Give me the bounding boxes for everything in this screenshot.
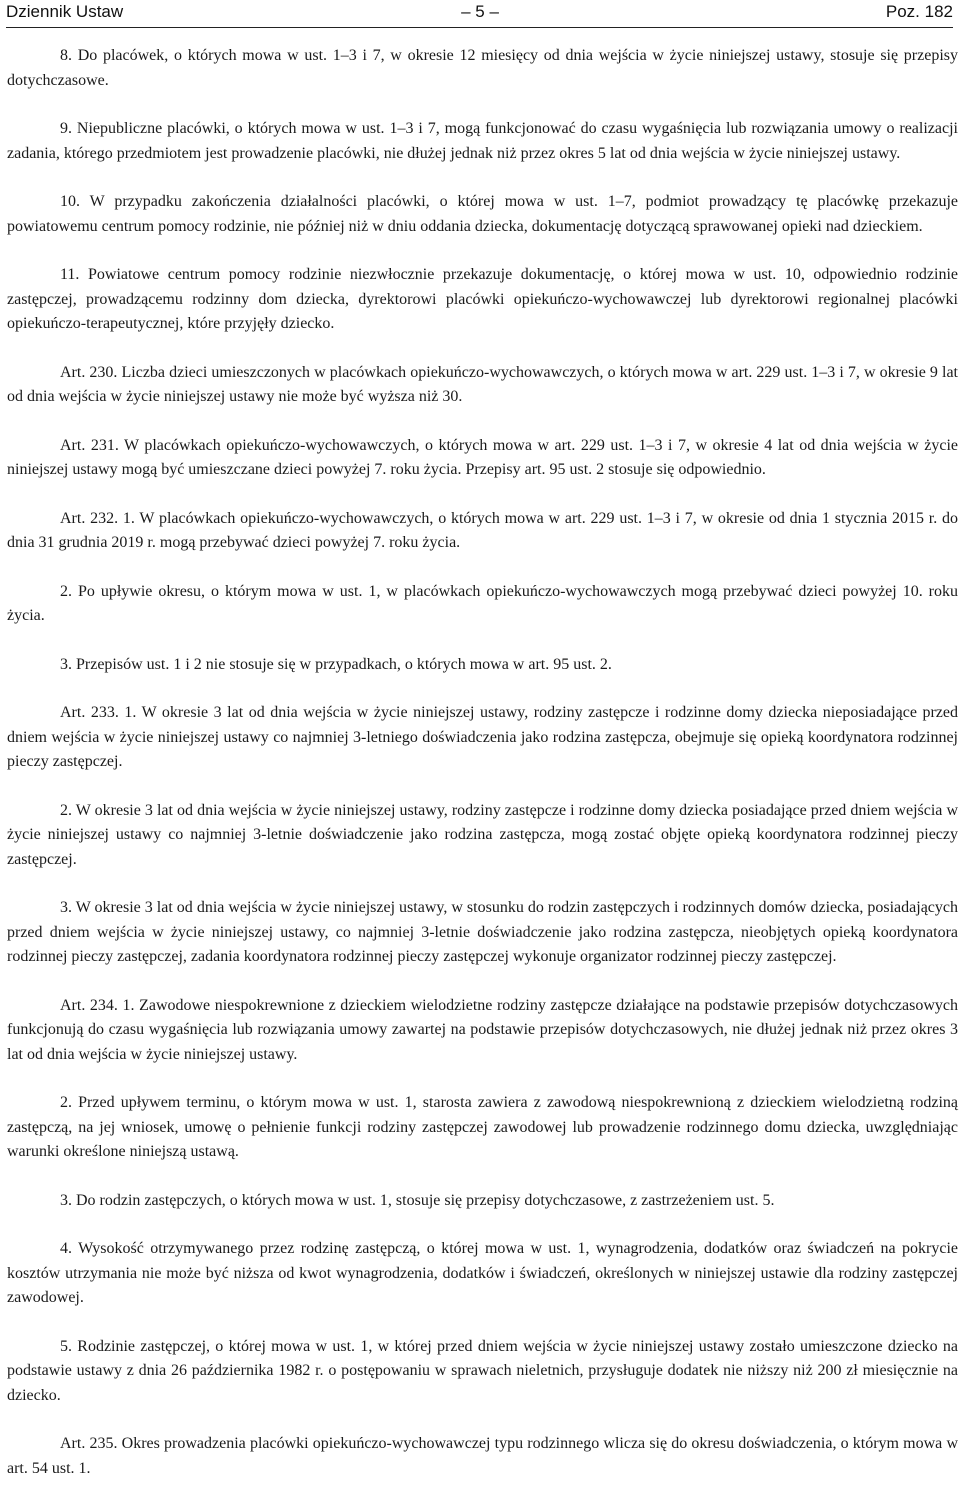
article-232-3: 3. Przepisów ust. 1 i 2 nie stosuje się w przypadkach, o których mowa w art. 95 ust. 2. [60,655,612,673]
article-234-1: Art. 234. 1. Zawodowe niespokrewnione z dzieckiem wielodzietne rodziny zastępcze działające na podstawie przepisów dotychczasowych funkcjonują do czasu wygaśnięcia lub rozwiązania umowy zawartej na podstawie przepisów dotychczasowych, nie dłużej jednak niż przez okres 3 lat od dnia wejścia w życie niniejszej ustawy. [7,996,958,1063]
page-number: – 5 – [461,2,499,21]
article-235: Art. 235. Okres prowadzenia placówki opiekuńczo-wychowawczej typu rodzinnego wlicza się do okresu doświadczenia, o którym mowa w art. 54 ust. 1. [7,1435,958,1477]
article-234-2: 2. Przed upływem terminu, o którym mowa w ust. 1, starosta zawiera z zawodową niespokrewnioną z dzieckiem wielodzietną rodziną zastępczą, na jej wniosek, umowę o pełnienie funkcji rodziny zastępczej zawodowej lub prowadzenie rodzinnego domu dziecka, uwzględniając warunki określone niniejszą ustawą. [7,1094,958,1160]
article-233-1: Art. 233. 1. W okresie 3 lat od dnia wejścia w życie niniejszej ustawy, rodziny zastępcze i rodzinne domy dziecka nieposiadające przed dniem wejścia w życie niniejszej ustawy co najmniej 3-letniego doświadczenia jako rodzina zastępcza, obejmuje się opieką koordynatora rodzinnej pieczy zastępczej. [7,704,958,770]
article-232-2: 2. Po upływie okresu, o którym mowa w ust. 1, w placówkach opiekuńczo-wychowawczych mogą przebywać dzieci powyżej 10. roku życia. [7,582,958,624]
article-234-4: 4. Wysokość otrzymywanego przez rodzinę zastępczą, o której mowa w ust. 1, wynagrodzenia, dodatków oraz świadczeń na pokrycie kosztów utrzymania nie może być niższa od kwot wynagrodzenia, dodatków i świadczeń, określonych w niniejszej ustawie dla rodziny zastępczej zawodowej. [7,1240,958,1306]
article-233-2: 2. W okresie 3 lat od dnia wejścia w życie niniejszej ustawy, rodziny zastępcze i rodzinne domy dziecka posiadające przed dniem wejścia w życie niniejszej ustawy co najmniej 3-letnie doświadczenie jako rodzina zastępcza, mogą zostać objęte opieką koordynatora rodzinnej pieczy zastępczej. [7,801,958,868]
paragraph-228-10: 10. W przypadku zakończenia działalności placówki, o której mowa w ust. 1–7, podmiot prowadzący tę placówkę przekazuje powiatowemu centrum pomocy rodzinie, nie później niż w dniu oddania dziecka, dokumentację dotyczącą sprawowanej opieki nad dzieckiem. [7,193,958,235]
article-233-3: 3. W okresie 3 lat od dnia wejścia w życie niniejszej ustawy, w stosunku do rodzin zastępczych i rodzinnych domów dziecka, posiadających przed dniem wejścia w życie niniejszej ustawy, co najmniej 3-letnie doświadczenie jako rodzina zastępcza, nieobjętych opieką koordynatora rodzinnej pieczy zastępczej, zadania koordynatora rodzinnej pieczy zastępczej wykonuje organizator rodzinnej pieczy zastępczej. [7,899,958,965]
document-body [7,44,958,1505]
paragraph-228-11: 11. Powiatowe centrum pomocy rodzinie niezwłocznie przekazuje dokumentację, o której mowa w ust. 10, odpowiednio rodzinie zastępczej, prowadzącemu rodzinny dom dziecka, dyrektorowi placówki opiekuńczo-wychowawczej lub dyrektorowi regionalnej placówki opiekuńczo-terapeutycznej, które przyjęły dziecko. [7,266,958,332]
journal-title: Dziennik Ustaw [6,2,124,21]
header-rule [6,27,953,28]
position-number: Poz. 182 [885,2,953,21]
page-header [0,0,960,28]
article-231: Art. 231. W placówkach opiekuńczo-wychowawczych, o których mowa w art. 229 ust. 1–3 i 7, w okresie 4 lat od dnia wejścia w życie niniejszej ustawy mogą być umieszczane dzieci powyżej 7. roku życia. Przepisy art. 95 ust. 2 stosuje się odpowiednio. [7,436,958,478]
article-234-5: 5. Rodzinie zastępczej, o której mowa w ust. 1, w której przed dniem wejścia w życie niniejszej ustawy zostało umieszczone dziecko na podstawie ustawy z dnia 26 października 1982 r. o postępowaniu w sprawach nieletnich, przysługuje dodatek nie niższy niż 200 zł miesięcznie na dziecko. [7,1337,958,1404]
paragraph-228-8: 8. Do placówek, o których mowa w ust. 1–3 i 7, w okresie 12 miesięcy od dnia wejścia w życie niniejszej ustawy, stosuje się przepisy dotychczasowe. [7,47,958,89]
paragraph-228-9: 9. Niepubliczne placówki, o których mowa w ust. 1–3 i 7, mogą funkcjonować do czasu wygaśnięcia lub rozwiązania umowy o realizacji zadania, którego przedmiotem jest prowadzenie placówki, nie dłużej jednak niż przez okres 5 lat od dnia wejścia w życie niniejszej ustawy. [7,120,958,162]
article-230: Art. 230. Liczba dzieci umieszczonych w placówkach opiekuńczo-wychowawczych, o których mowa w art. 229 ust. 1–3 i 7, w okresie 9 lat od dnia wejścia w życie niniejszej ustawy nie może być wyższa niż 30. [7,363,958,405]
article-234-3: 3. Do rodzin zastępczych, o których mowa w ust. 1, stosuje się przepisy dotychczasowe, z zastrzeżeniem ust. 5. [60,1191,775,1209]
article-232-1: Art. 232. 1. W placówkach opiekuńczo-wychowawczych, o których mowa w art. 229 ust. 1–3 i 7, w okresie od dnia 1 stycznia 2015 r. do dnia 31 grudnia 2019 r. mogą przebywać dzieci powyżej 7. roku życia. [7,509,958,551]
